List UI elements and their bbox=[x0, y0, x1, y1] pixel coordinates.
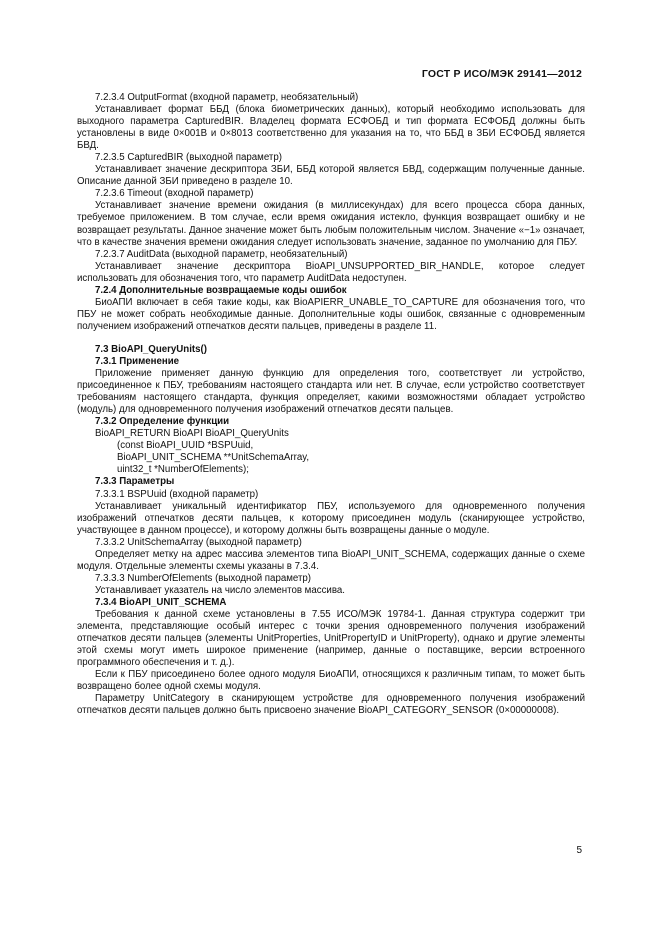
subsection-heading: 7.3.3.3 NumberOfElements (выходной параметр) bbox=[95, 572, 311, 584]
section-heading: 7.3.4 BioAPI_UNIT_SCHEMA bbox=[95, 596, 227, 608]
subsection-heading: 7.2.3.5 CapturedBIR (выходной параметр) bbox=[95, 152, 282, 164]
paragraph: Устанавливает формат ББД (блока биометрических данных), который необходимо использовать для выходного параметра CapturedBIR. Владелец формата ЕСФОБД и тип формата ЕСФОБД должны быть установлены в виде 0×001B и 0×8013 соответственно для указания на то, что ББД в ЗБИ ЕСФОБД является БВД. bbox=[77, 104, 585, 152]
paragraph: Устанавливает уникальный идентификатор ПБУ, используемого для одновременного получения изображений отпечатков десяти пальцев, к которому присоединен модуль (сканирующее устройство, участвующее в данном процессе), и которому должны быть возвращены данные о модуле. bbox=[77, 500, 585, 536]
document-header: ГОСТ Р ИСО/МЭК 29141—2012 bbox=[421, 68, 582, 80]
subsection-heading: 7.2.3.4 OutputFormat (входной параметр, необязательный) bbox=[95, 92, 359, 103]
paragraph: Если к ПБУ присоединено более одного модуля БиоАПИ, относящихся к различным типам, то может быть возвращено более одной схемы модуля. bbox=[77, 669, 585, 693]
code-line: BioAPI_RETURN BioAPI BioAPI_QueryUnits bbox=[95, 428, 289, 440]
subsection-heading: 7.3.3.1 BSPUuid (входной параметр) bbox=[95, 488, 259, 500]
section-heading: 7.3.3 Параметры bbox=[95, 476, 175, 488]
subsection-heading: 7.2.3.6 Timeout (входной параметр) bbox=[95, 188, 254, 200]
code-line: (const BioAPI_UUID *BSPUuid, bbox=[117, 440, 254, 452]
paragraph: Устанавливает значение дескриптора BioAPI_UNSUPPORTED_BIR_HANDLE, которое следует использовать для обозначения того, что параметр AuditData недоступен. bbox=[77, 260, 585, 284]
paragraph: Приложение применяет данную функцию для определения того, соответствует ли устройство, присоединенное к ПБУ, требованиям настоящего стандарта или нет. В случае, если устройство соответствует требованиям настоящего стандарта, функция определяет, какими возможностями обладает устройство (модуль) для одновременного получения изображений отпечатков десяти пальцев. bbox=[77, 368, 585, 416]
subsection-heading: 7.3.3.2 UnitSchemaArray (выходной параметр) bbox=[95, 536, 302, 548]
section-heading: 7.3.2 Определение функции bbox=[95, 416, 230, 428]
spacer bbox=[77, 333, 585, 344]
subsection-heading: 7.2.3.7 AuditData (выходной параметр, необязательный) bbox=[95, 248, 348, 260]
page-number: 5 bbox=[576, 845, 582, 856]
paragraph: Требования к данной схеме установлены в 7.55 ИСО/МЭК 19784-1. Данная структура содержит три элемента, представляющие особый интерес с точки зрения одновременного получения изображений отпечатков десяти пальцев (элементы UnitProperties, UnitPropertyID и UnitProperty), однако и другие элементы этой схемы могут иметь широкое применение (например, данные о поставщике, версии встроенного программного обеспечения и т. д.). bbox=[77, 608, 585, 669]
document-body bbox=[77, 92, 585, 717]
paragraph: Устанавливает значение времени ожидания (в миллисекундах) для всего процесса сбора данных, требуемое приложением. В том случае, если время ожидания истекло, функция возвращает ошибку и не возвращает результаты. Данное значение может быть любым положительным числом. Значение «−1» означает, что в качестве значения времени ожидания следует использовать значение, заданное по умолчанию для ПБУ. bbox=[77, 200, 585, 248]
paragraph: Устанавливает значение дескриптора ЗБИ, ББД которой является БВД, содержащим полученные данные. Описание данной ЗБИ приведено в разделе 10. bbox=[77, 164, 585, 188]
paragraph: Параметру UnitCategory в сканирующем устройстве для одновременного получения изображений отпечатков десяти пальцев должно быть присвоено значение BioAPI_CATEGORY_SENSOR (0×00000008). bbox=[77, 693, 585, 717]
paragraph: Устанавливает указатель на число элементов массива. bbox=[95, 584, 345, 596]
paragraph: Определяет метку на адрес массива элементов типа BioAPI_UNIT_SCHEMA, содержащих данные о схеме модуля. Отдельные элементы схемы указаны в 7.3.4. bbox=[77, 548, 585, 572]
section-heading: 7.2.4 Дополнительные возвращаемые коды ошибок bbox=[95, 284, 347, 296]
paragraph: БиоАПИ включает в себя такие коды, как BioAPIERR_UNABLE_TO_CAPTURE для обозначения того, что ПБУ не может собрать необходимые данные. Дополнительные коды ошибок, связанные с одновременным получением изображений отпечатков десяти пальцев, приведены в разделе 11. bbox=[77, 296, 585, 332]
section-heading: 7.3 BioAPI_QueryUnits() bbox=[95, 343, 207, 355]
code-line: BioAPI_UNIT_SCHEMA **UnitSchemaArray, bbox=[117, 452, 310, 464]
code-line: uint32_t *NumberOfElements); bbox=[117, 464, 249, 476]
section-heading: 7.3.1 Применение bbox=[95, 355, 180, 367]
